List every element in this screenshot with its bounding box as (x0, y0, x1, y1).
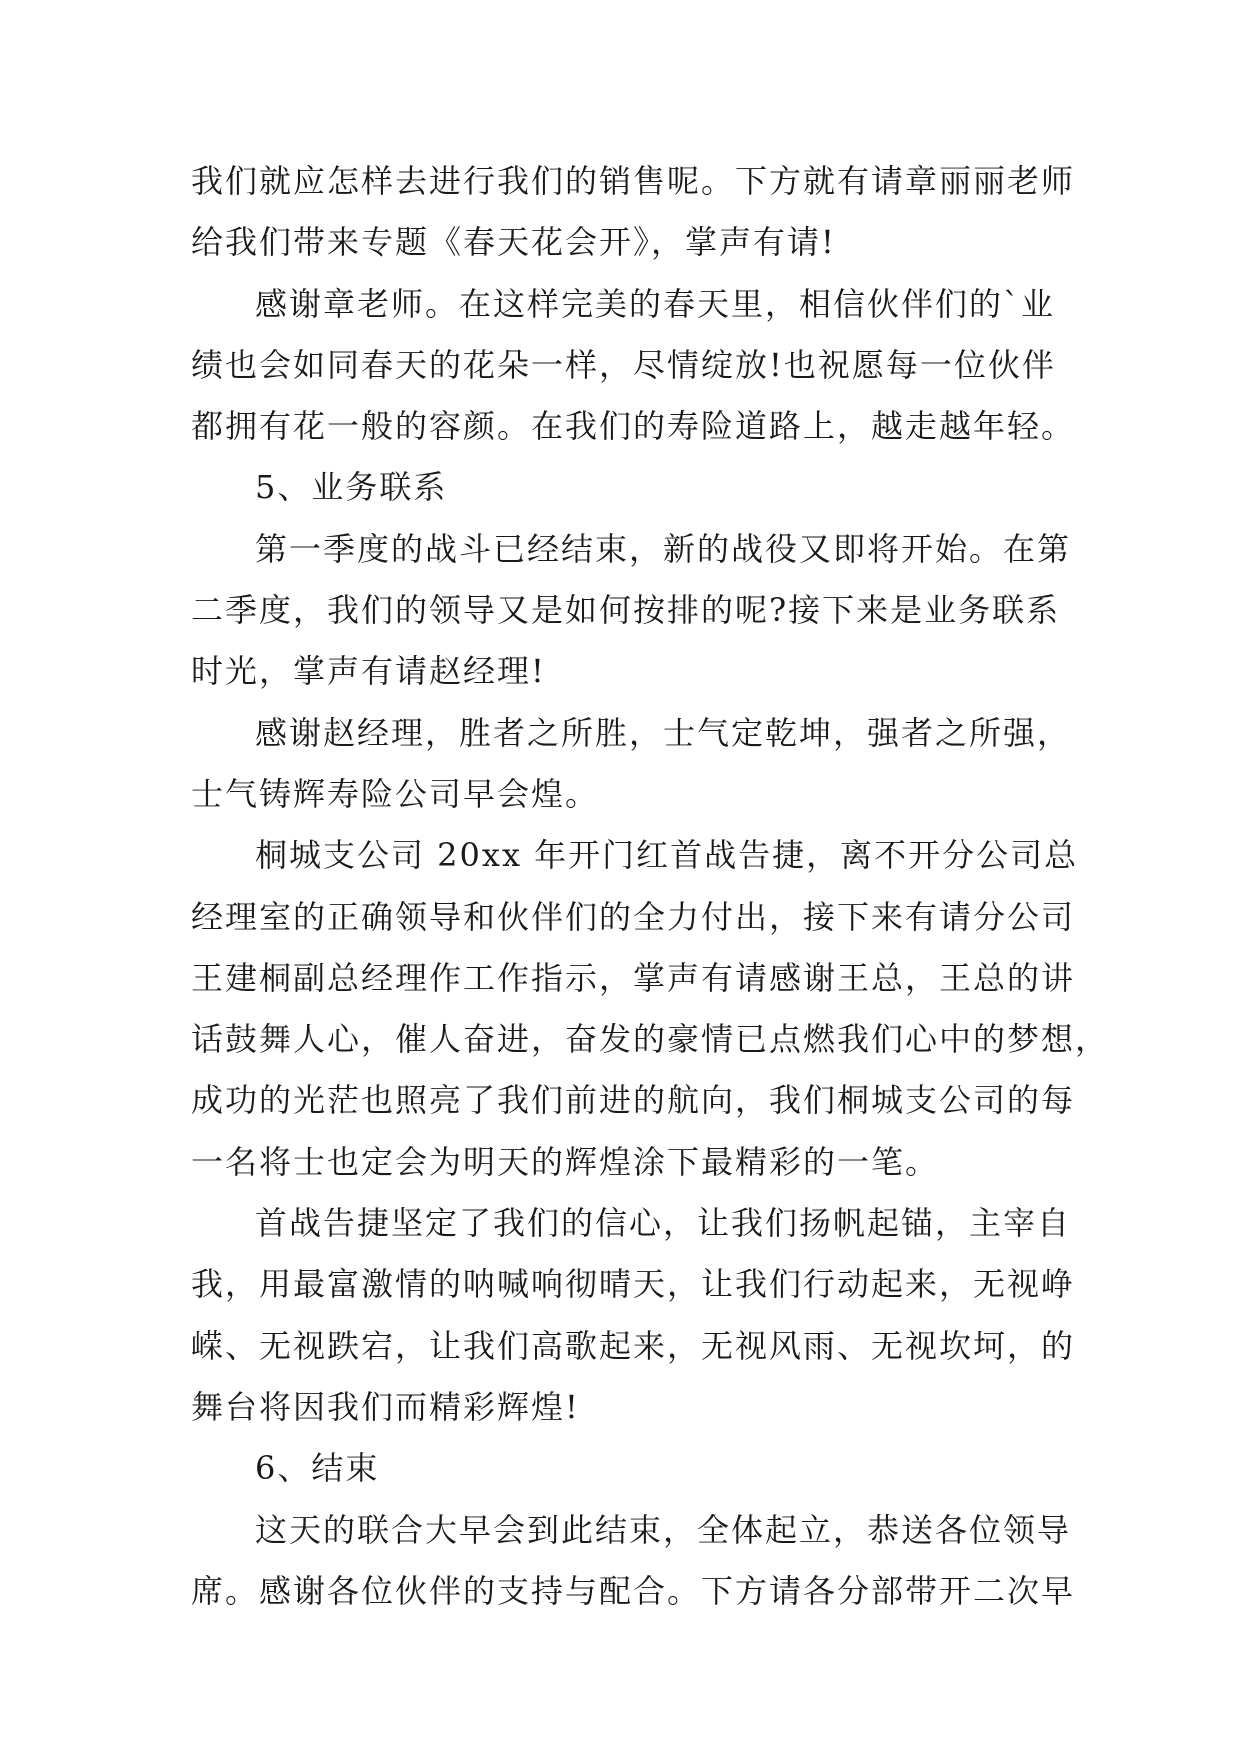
text-line: 王建桐副总经理作工作指示，掌声有请感谢王总，王总的讲 (191, 958, 1076, 997)
text-line: 嵘、无视跌宕，让我们高歌起来，无视风雨、无视坎坷，的 (191, 1326, 1076, 1365)
text-line: 我，用最富激情的呐喊响彻晴天，让我们行动起来，无视峥 (191, 1265, 1076, 1304)
text-line: 桐城支公司 20xx 年开门红首战告捷，离不开分公司总 (255, 836, 1079, 875)
text-line: 时光，掌声有请赵经理! (191, 652, 546, 691)
text-line: 5、业务联系 (255, 468, 448, 507)
text-line: 第一季度的战斗已经结束，新的战役又即将开始。在第 (255, 529, 1072, 568)
text-line: 舞台将因我们而精彩辉煌! (191, 1387, 580, 1426)
text-line: 经理室的正确领导和伙伴们的全力付出，接下来有请分公司 (191, 897, 1076, 936)
text-line: 二季度，我们的领导又是如何按排的呢?接下来是业务联系 (191, 591, 1061, 630)
text-line: 首战告捷坚定了我们的信心，让我们扬帆起锚，主宰自 (255, 1204, 1072, 1243)
text-line: 这天的联合大早会到此结束，全体起立，恭送各位领导 (255, 1510, 1072, 1549)
text-line: 我们就应怎样去进行我们的销售呢。下方就有请章丽丽老师 (191, 162, 1076, 200)
text-line: 都拥有花一般的容颜。在我们的寿险道路上，越走越年轻。 (191, 407, 1076, 446)
text-line: 感谢章老师。在这样完美的春天里，相信伙伴们的`业 (255, 284, 1056, 323)
text-line: 给我们带来专题《春天花会开》，掌声有请! (191, 223, 836, 262)
text-line: 话鼓舞人心，催人奋进，奋发的豪情已点燃我们心中的梦想， (191, 1020, 1110, 1059)
body-text (191, 151, 1110, 1622)
text-line: 感谢赵经理，胜者之所胜，士气定乾坤，强者之所强， (255, 713, 1072, 752)
text-line: 6、结束 (255, 1449, 380, 1488)
text-line: 席。感谢各位伙伴的支持与配合。下方请各分部带开二次早 (191, 1571, 1076, 1610)
text-line: 士气铸辉寿险公司早会煌。 (191, 774, 600, 813)
text-line: 一名将士也定会为明天的辉煌涂下最精彩的一笔。 (191, 1142, 940, 1181)
text-line: 绩也会如同春天的花朵一样，尽情绽放!也祝愿每一位伙伴 (191, 345, 1056, 384)
text-line: 成功的光茫也照亮了我们前进的航向，我们桐城支公司的每 (191, 1081, 1076, 1120)
